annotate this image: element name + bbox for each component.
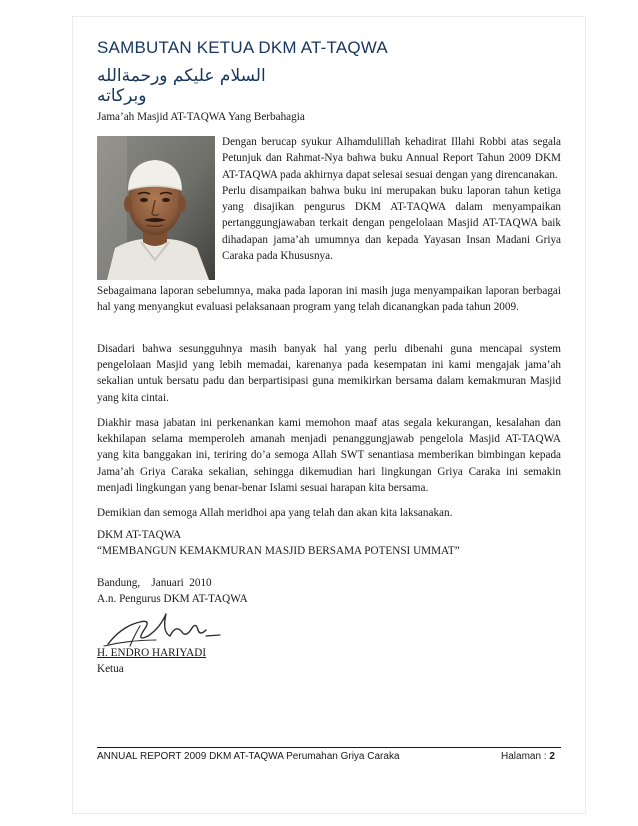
signatory-role: Ketua (97, 663, 124, 675)
intro-text (222, 134, 561, 264)
footer-rule (97, 747, 561, 748)
salutation: Jama’ah Masjid AT-TAQWA Yang Berbahagia (97, 111, 305, 123)
body-paragraph: Diakhir masa jabatan ini perkenankan kami memohon maaf atas segala kekurangan, kesalahan dan kekhilapan selama memperoleh amanah menjadi penanggungjawab pengelola Masjid AT-TAQWA yang kita banggakan ini, teriring do’a semoga Allah SWT senantiasa memberikan bimbingan kepada Jama’ah Griya Caraka sekalian, sehingga dikemudian hari lingkungan Griya Caraka ini semakin menjadi lingkungan yang benar-benar Islami sesuai harapan kita bersama. (97, 417, 561, 494)
arabic-greeting (97, 66, 317, 106)
body-paragraph: Disadari bahwa sesungguhnya masih banyak hal yang perlu dibenahi guna mencapai system pengelolaan Masjid yang lebih memadai, karenanya pada kesempatan ini kami mengajak jama’ah sekalian untuk bersatu padu dan berpartisipasi guna memikirkan bersama dalam kemakmuran Masjid yang kita cintai. (97, 343, 561, 404)
portrait-photo (97, 136, 215, 280)
intro-paragraph: Dengan berucap syukur Alhamdulillah kehadirat Illahi Robbi atas segala Petunjuk dan Rahmat-Nya bahwa buku Annual Report Tahun 2009 DKM AT-TAQWA pada akhirnya dapat selesai sesuai dengan yang direncanakan. (222, 136, 561, 181)
body-paragraph: Sebagaimana laporan sebelumnya, maka pada laporan ini masih juga menyampaikan laporan berbagai hal yang menyangkut evaluasi pelaksanaan program yang telah dicanangkan pada tahun 2009. (97, 285, 561, 314)
footer-page-number: 2 (549, 751, 555, 762)
intro-paragraph: Perlu disampaikan bahwa buku ini merupakan buku laporan tahun ketiga yang disajikan pengurus DKM AT-TAQWA dalam menyampaikan pertanggungjawaban terkait dengan pengelolaan Masjid AT-TAQWA baik dihadapan jama’ah umumnya dan kepada Yayasan Insan Madani Griya Caraka pada Khususnya. (222, 184, 561, 263)
handwritten-signature-icon (100, 606, 230, 650)
footer-page (501, 751, 555, 762)
closing-place-date: Bandung, Januari 2010 (97, 577, 212, 589)
closing-org: DKM AT-TAQWA (97, 529, 182, 541)
body-paragraph: Demikian dan semoga Allah meridhoi apa yang telah dan akan kita laksanakan. (97, 507, 453, 519)
footer-title: ANNUAL REPORT 2009 DKM AT-TAQWA Perumahan Griya Caraka (97, 751, 400, 762)
signatory-name: H. ENDRO HARIYADI (97, 647, 207, 659)
arabic-greeting-text: السلام عليكم ورحمةالله وبركاته (97, 66, 266, 106)
page-title: SAMBUTAN KETUA DKM AT-TAQWA (97, 38, 388, 57)
footer-page-label: Halaman : (501, 751, 547, 762)
signature (100, 606, 230, 650)
portrait-photo-icon (97, 136, 215, 280)
closing-motto: “MEMBANGUN KEMAKMURAN MASJID BERSAMA POTENSI UMMAT” (97, 545, 460, 557)
closing-on-behalf: A.n. Pengurus DKM AT-TAQWA (97, 593, 248, 605)
